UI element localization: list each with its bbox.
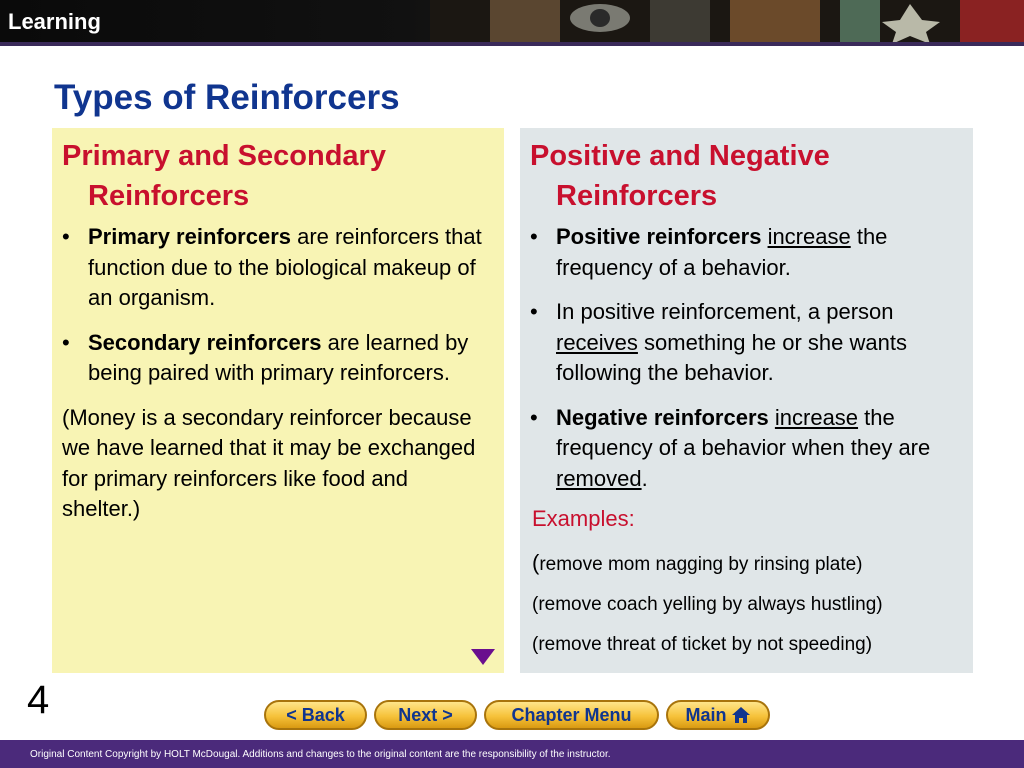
- bullet-term: Primary reinforcers: [88, 224, 291, 249]
- bullet-term: Positive reinforcers: [556, 224, 762, 249]
- list-item: [520, 222, 973, 283]
- home-icon: [731, 706, 751, 724]
- main-button[interactable]: [666, 700, 770, 730]
- bullet-text: In positive reinforcement, a person: [556, 299, 894, 324]
- list-item: [52, 328, 504, 389]
- next-button[interactable]: Next >: [374, 700, 477, 730]
- underlined-word: receives: [556, 329, 638, 355]
- list-item: [520, 403, 973, 495]
- triangle-down-icon[interactable]: [471, 649, 495, 665]
- left-panel: [52, 128, 504, 673]
- example-line: [520, 594, 973, 616]
- right-panel: [520, 128, 973, 673]
- example-line: [520, 634, 973, 656]
- bullet-text: something he or she wants following the behavior.: [556, 329, 907, 385]
- main-button-label: Main: [685, 704, 727, 725]
- underlined-word: increase: [774, 404, 859, 430]
- underlined-word: removed: [556, 465, 642, 491]
- list-item: [52, 222, 504, 314]
- right-heading-line1: Positive and Negative: [530, 140, 830, 172]
- example-line: [520, 552, 973, 576]
- underlined-word: increase: [767, 224, 851, 249]
- examples-label: Examples:: [532, 506, 635, 531]
- header-collage-image: [430, 0, 1024, 46]
- example-text: (remove threat of ticket by not speeding): [532, 634, 873, 655]
- left-heading-line2: Reinforcers: [88, 180, 250, 212]
- list-item: [520, 297, 973, 389]
- right-panel-heading: [520, 136, 973, 216]
- bullet-text: the frequency of a behavior when they are: [556, 404, 931, 460]
- example-paren: (: [532, 550, 540, 575]
- bullet-text: are reinforcers that function due to the biological makeup of an organism.: [88, 224, 482, 310]
- page-title: Types of Reinforcers: [54, 78, 400, 117]
- example-text: (remove coach yelling by always hustling): [532, 594, 883, 615]
- bullet-term: Negative reinforcers: [556, 404, 769, 430]
- bullet-text: .: [641, 465, 648, 491]
- back-button[interactable]: < Back: [264, 700, 367, 730]
- footer-bar: [0, 740, 1024, 768]
- left-bullet-list: [52, 222, 504, 389]
- example-text: remove mom nagging by rinsing plate): [539, 554, 863, 575]
- bullet-text: the frequency of a behavior.: [556, 224, 888, 280]
- money-note: (Money is a secondary reinforcer because we have learned that it may be exchanged for primary reinforcers like food and shelter.): [62, 404, 476, 521]
- bullet-term: Secondary reinforcers: [88, 329, 322, 355]
- left-heading-line1: Primary and Secondary: [62, 140, 386, 172]
- header-title: Learning: [8, 9, 101, 34]
- copyright-text: Original Content Copyright by HOLT McDougal. Additions and changes to the original content are the responsibility of the instructor.: [30, 749, 611, 760]
- right-heading-line2: Reinforcers: [556, 180, 718, 212]
- chapter-menu-button[interactable]: Chapter Menu: [484, 700, 659, 730]
- right-bullet-list: [520, 222, 973, 494]
- header-banner: [0, 0, 1024, 46]
- left-panel-heading: [52, 136, 504, 216]
- bullet-text: are learned by being paired with primary reinforcers.: [88, 329, 469, 385]
- slide-number: 4: [27, 678, 50, 722]
